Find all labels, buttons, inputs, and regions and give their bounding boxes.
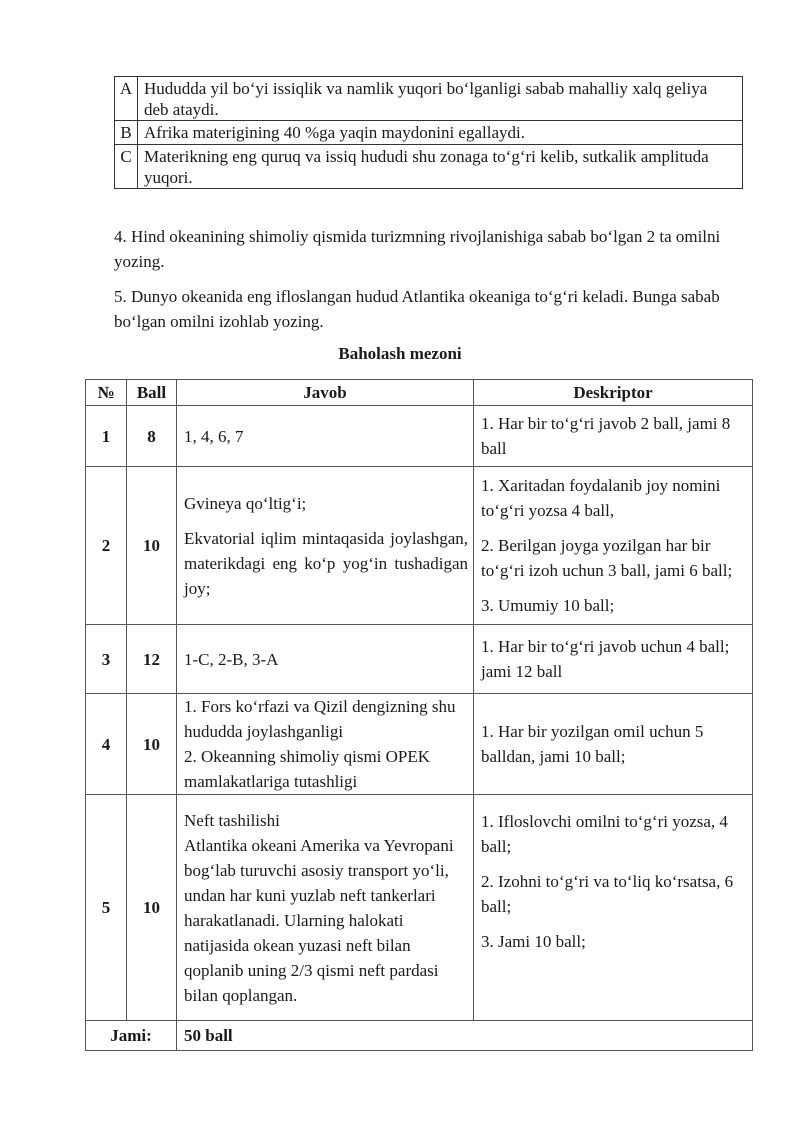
total-value: 50 ball bbox=[177, 1021, 753, 1051]
row-ball: 12 bbox=[127, 625, 177, 694]
descriptor-cell bbox=[474, 694, 753, 795]
answer-text: 1. Fors ko‘rfazi va Qizil dengizning shu hududda joylashganligi bbox=[184, 697, 456, 741]
answer-text: Neft tashilishi bbox=[184, 810, 280, 830]
table-row bbox=[86, 406, 753, 467]
option-letter: C bbox=[115, 145, 138, 189]
row-ball: 8 bbox=[127, 406, 177, 467]
row-number: 5 bbox=[86, 795, 127, 1021]
descriptor-text: 1. Har bir yozilgan omil uchun 5 balldan, jami 10 ball; bbox=[481, 722, 704, 766]
row-number: 4 bbox=[86, 694, 127, 795]
answer-text: 1, 4, 6, 7 bbox=[184, 426, 244, 446]
option-letter: B bbox=[115, 121, 138, 145]
descriptor-cell bbox=[474, 625, 753, 694]
answer-cell bbox=[177, 625, 474, 694]
answer-text: Gvineya qo‘ltig‘i; bbox=[184, 493, 307, 513]
option-letter: A bbox=[115, 77, 138, 121]
table-row bbox=[115, 77, 743, 121]
descriptor-text: 3. Jami 10 ball; bbox=[481, 932, 586, 951]
row-number: 2 bbox=[86, 467, 127, 625]
option-text: Hududda yil bo‘yi issiqlik va namlik yuqori bo‘lganligi sabab mahalliy xalq geliya deb ataydi. bbox=[138, 77, 743, 121]
row-ball: 10 bbox=[127, 795, 177, 1021]
total-label: Jami: bbox=[86, 1021, 177, 1051]
header-row bbox=[86, 380, 753, 406]
table-row bbox=[86, 625, 753, 694]
descriptor-text: 1. Ifloslovchi omilni to‘g‘ri yozsa, 4 ball; bbox=[481, 812, 728, 856]
total-row bbox=[86, 1021, 753, 1051]
table-row bbox=[86, 467, 753, 625]
col-header-no: № bbox=[86, 380, 127, 406]
answer-cell bbox=[177, 694, 474, 795]
descriptor-text: 2. Berilgan joyga yozilgan har bir to‘g‘ri izoh uchun 3 ball, jami 6 ball; bbox=[481, 536, 733, 580]
row-ball: 10 bbox=[127, 467, 177, 625]
answer-text: 1-C, 2-B, 3-A bbox=[184, 649, 279, 669]
descriptor-text: 2. Izohni to‘g‘ri va to‘liq ko‘rsatsa, 6 ball; bbox=[481, 872, 734, 916]
question-4: 4. Hind okeanining shimoliy qismida turizmning rivojlanishiga sabab bo‘lgan 2 ta omilni yozing. bbox=[114, 227, 721, 271]
row-number: 3 bbox=[86, 625, 127, 694]
answer-text: 2. Okeanning shimoliy qismi OPEK mamlakatlariga tutashligi bbox=[184, 747, 431, 791]
col-header-javob: Javob bbox=[177, 380, 474, 406]
grading-table bbox=[85, 379, 753, 1051]
option-text: Afrika materigining 40 %ga yaqin maydonini egallaydi. bbox=[138, 121, 743, 145]
descriptor-text: 3. Umumiy 10 ball; bbox=[481, 596, 615, 615]
descriptor-text: 1. Har bir to‘g‘ri javob uchun 4 ball; jami 12 ball bbox=[481, 637, 730, 681]
answer-cell bbox=[177, 795, 474, 1021]
table-row bbox=[115, 145, 743, 189]
answer-text: Atlantika okeani Amerika va Yevropani bog‘lab turuvchi asosiy transport yo‘li, undan har kuni yuzlab neft tankerlari harakatlanadi. Ularning halokati natijasida okean yuzasi neft bilan qoplanib uning 2/3 qismi neft pardasi bilan qoplangan. bbox=[184, 835, 454, 1005]
answer-cell bbox=[177, 406, 474, 467]
descriptor-text: 1. Har bir to‘g‘ri javob 2 ball, jami 8 ball bbox=[481, 414, 731, 458]
question-5: 5. Dunyo okeanida eng ifloslangan hudud Atlantika okeaniga to‘g‘ri keladi. Bunga sabab bo‘lgan omilni izohlab yozing. bbox=[114, 287, 720, 331]
descriptor-text: 1. Xaritadan foydalanib joy nomini to‘g‘ri yozsa 4 ball, bbox=[481, 476, 721, 520]
section-heading: Baholash mezoni bbox=[338, 344, 462, 363]
col-header-deskriptor: Deskriptor bbox=[474, 380, 753, 406]
table-row bbox=[86, 795, 753, 1021]
answer-cell bbox=[177, 467, 474, 625]
descriptor-cell bbox=[474, 795, 753, 1021]
row-ball: 10 bbox=[127, 694, 177, 795]
table-row bbox=[86, 694, 753, 795]
options-table bbox=[114, 76, 743, 189]
table-row bbox=[115, 121, 743, 145]
answer-text: Ekvatorial iqlim mintaqasida joylashgan, materikdagi eng ko‘p yog‘in tushadigan joy; bbox=[184, 528, 468, 598]
option-text: Materikning eng quruq va issiq hududi shu zonaga to‘g‘ri kelib, sutkalik amplituda yuqori. bbox=[138, 145, 743, 189]
row-number: 1 bbox=[86, 406, 127, 467]
col-header-ball: Ball bbox=[127, 380, 177, 406]
descriptor-cell bbox=[474, 406, 753, 467]
descriptor-cell bbox=[474, 467, 753, 625]
